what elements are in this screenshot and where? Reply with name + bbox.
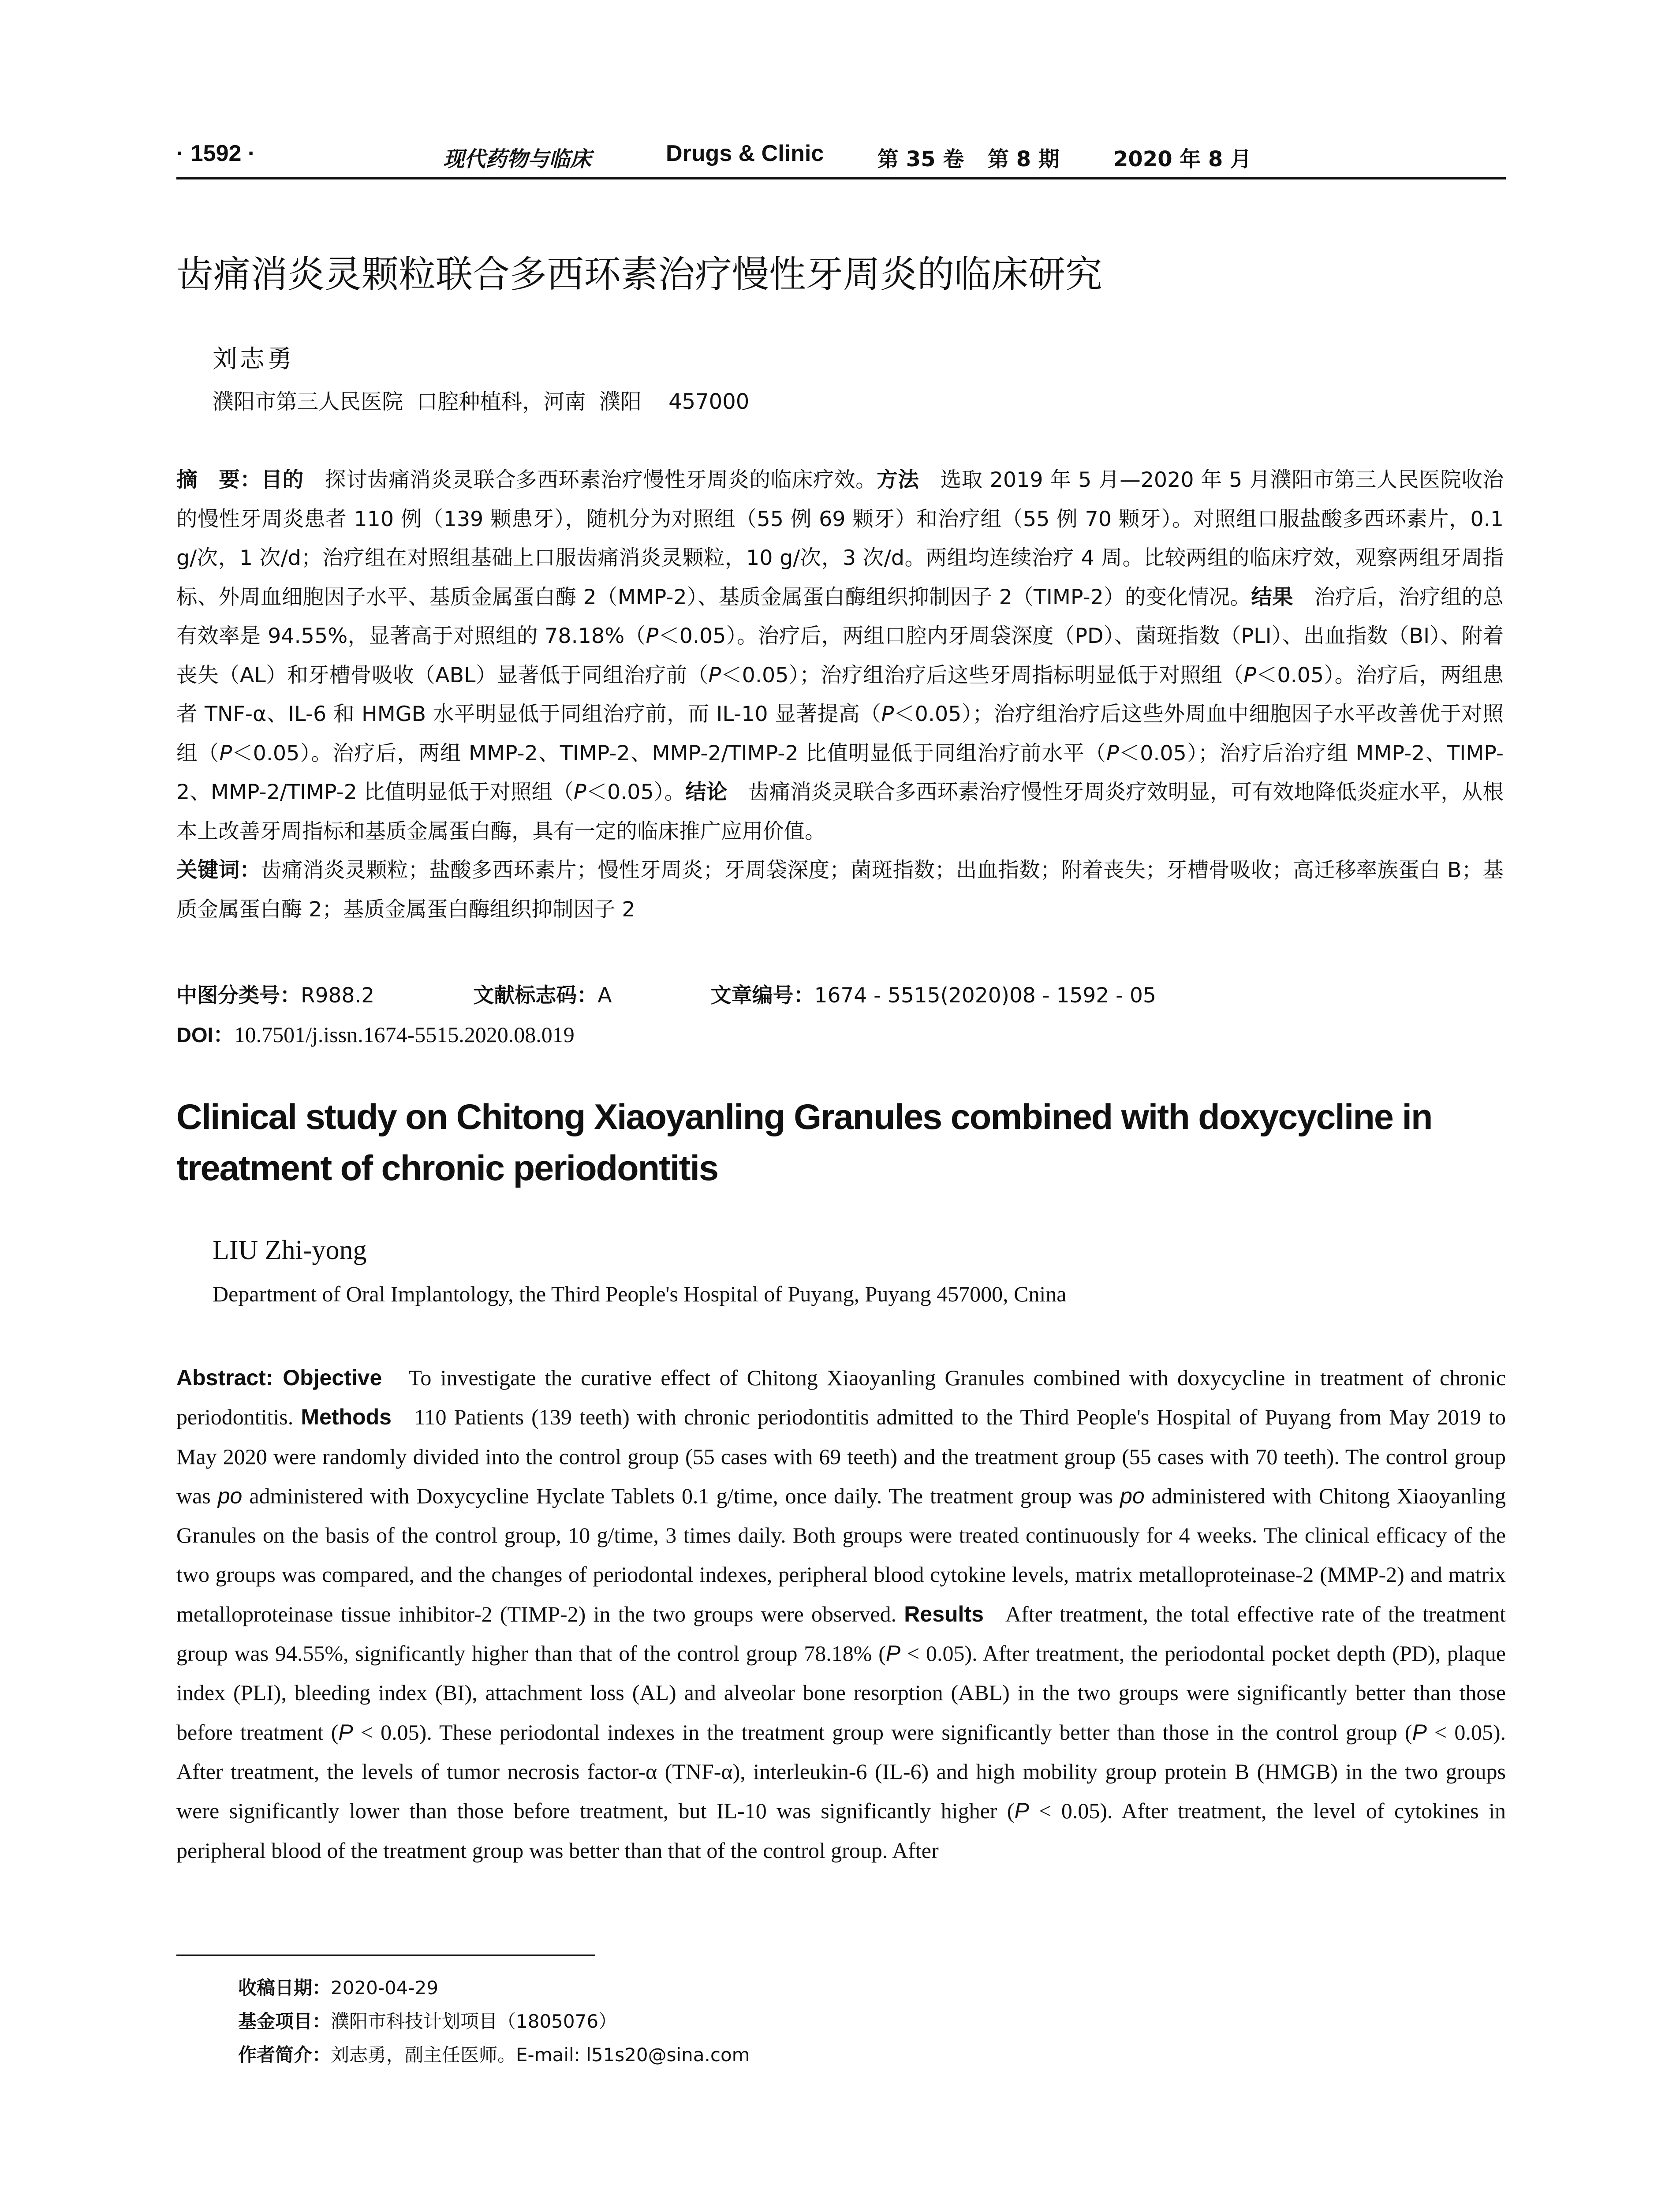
- conclusion-label-cn: 结论: [685, 780, 728, 804]
- affiliation-english: Department of Oral Implantology, the Third People's Hospital of Puyang, Puyang 457000, Cnina: [213, 1282, 1067, 1306]
- abstract-chinese: [176, 461, 1504, 929]
- page-number: · 1592 ·: [176, 141, 256, 166]
- journal-name-en: Drugs & Clinic: [666, 141, 824, 166]
- journal-name-cn: 现代药物与临床: [443, 147, 592, 172]
- issue: 第 8 期: [988, 147, 1060, 172]
- results-text-en: After treatment, the total effective rate of the treatment group was 94.55%, significantly higher than that of the control group 78.18% (: [176, 1601, 1506, 1666]
- results-text-en: < 0.05). After treatment, the periodontal pocket depth (PD), plaque index (PLI), bleeding index (BI), attachment loss (AL) and alveolar bone resorption (ABL) in the two groups were significantly better than those before treatment (: [176, 1641, 1506, 1745]
- doi-line: [176, 1019, 575, 1048]
- abstract-label-cn: 摘 要：: [176, 468, 261, 492]
- results-text-cn: ＜0.05）；治疗后治疗组 MMP-2、TIMP-2、MMP-2/TIMP-2 比值明显低于对照组（: [176, 741, 1504, 804]
- fund-label: 基金项目：: [238, 2011, 331, 2032]
- volume: 第 35 卷: [877, 147, 964, 172]
- title-english-line: treatment of chronic periodontitis: [176, 1148, 718, 1188]
- document-code-label: 文献标志码：: [473, 983, 598, 1008]
- results-label-cn: 结果: [1251, 585, 1293, 609]
- doi-link[interactable]: 10.7501/j.issn.1674-5515.2020.08.019: [234, 1022, 575, 1047]
- methods-label-cn: 方法: [877, 468, 919, 492]
- objective-label-cn: 目的: [261, 468, 304, 492]
- p-symbol: P: [1106, 741, 1119, 766]
- results-text-en: < 0.05). After treatment, the levels of tumor necrosis factor-α (TNF-α), interleukin-6 (IL-6) and high mobility group protein B (HMGB) in the two groups were significantly lower than those before treatment, but IL-10 was significantly higher (: [176, 1719, 1506, 1824]
- classification-line: [176, 979, 1156, 1009]
- footnote-rule: [176, 1955, 595, 1956]
- keywords-text-cn: 齿痛消炎灵颗粒；盐酸多西环素片；慢性牙周炎；牙周袋深度；菌斑指数；出血指数；附着丧失；牙槽骨吸收；高迁移率族蛋白 B；基质金属蛋白酶 2；基质金属蛋白酶组织抑制因子 2: [176, 858, 1504, 922]
- results-text-cn: ＜0.05）。: [586, 780, 686, 804]
- p-symbol: P: [646, 624, 659, 648]
- received-date: [238, 1971, 750, 2005]
- keywords-label-cn: 关键词：: [176, 858, 261, 882]
- po-abbrev: po: [217, 1483, 243, 1508]
- methods-text-cn: 选取 2019 年 5 月—2020 年 5 月濮阳市第三人民医院收治的慢性牙周炎患者 110 例（139 颗患牙），随机分为对照组（55 例 69 颗牙）和治疗组（55 例 70 颗牙）。对照组口服盐酸多西环素片，0.1 g/次，1 次/d；治疗组在对照组基础上口服齿痛消炎灵颗粒，10 g/次，3 次/d。两组均连续治疗 4 周。比较两组的临床疗效，观察两组牙周指标、外周血细胞因子水平、基质金属蛋白酶 2（MMP-2）、基质金属蛋白酶组织抑制因子 2（TIMP-2）的变化情况。: [176, 468, 1504, 609]
- author-chinese: 刘志勇: [213, 345, 295, 374]
- objective-text-en: To investigate the curative effect of Chitong Xiaoyanling Granules combined with doxycycline in treatment of chronic periodontitis.: [176, 1365, 1506, 1430]
- p-symbol: P: [708, 663, 721, 688]
- results-text-cn: ＜0.05）。治疗后，两组口腔内牙周袋深度（PD）、菌斑指数（PLI）、出血指数（BI）、附着丧失（AL）和牙槽骨吸收（ABL）显著低于同组治疗前（: [176, 624, 1504, 688]
- results-text-en: < 0.05). These periodontal indexes in the treatment group were significantly better than those in the control group (: [353, 1719, 1412, 1745]
- issue-date: 2020 年 8 月: [1113, 147, 1252, 172]
- running-header: [176, 140, 1504, 173]
- received-label: 收稿日期：: [238, 1977, 331, 1999]
- clc-value: R988.2: [301, 983, 375, 1008]
- received-value: 2020-04-29: [331, 1977, 439, 1999]
- methods-text-en: administered with Doxycycline Hyclate Tablets 0.1 g/time, once daily. The treatment group was: [249, 1483, 1113, 1508]
- p-symbol: P: [885, 1641, 901, 1666]
- bio-label: 作者简介：: [238, 2044, 331, 2066]
- article-number-value: 1674 - 5515(2020)08 - 1592 - 05: [814, 983, 1156, 1008]
- methods-text-en: 110 Patients (139 teeth) with chronic periodontitis admitted to the Third People's Hospital of Puyang from May 2019 to May 2020 were randomly divided into the control group (55 cases with 69 teeth) and the treatment group (55 cases with 70 teeth). The control group was: [176, 1405, 1506, 1508]
- doi-label: DOI：: [176, 1023, 234, 1046]
- results-text-cn: ＜0.05）；治疗组治疗后这些外周血中细胞因子水平改善优于对照组（: [176, 702, 1504, 766]
- objective-text-cn: 探讨齿痛消炎灵联合多西环素治疗慢性牙周炎的临床疗效。: [325, 468, 877, 492]
- methods-label-en: Methods: [301, 1405, 392, 1430]
- p-symbol: P: [881, 702, 894, 726]
- author-english: LIU Zhi-yong: [213, 1235, 367, 1265]
- results-text-en: < 0.05). After treatment, the level of cytokines in peripheral blood of the treatment group was better than that of the control group. After: [176, 1798, 1506, 1863]
- header-rule: [176, 177, 1506, 179]
- article-number-label: 文章编号：: [710, 983, 814, 1008]
- results-text-cn: ＜0.05）。治疗后，两组 MMP-2、TIMP-2、MMP-2/TIMP-2 比值明显低于同组治疗前水平（: [232, 741, 1106, 766]
- p-symbol: P: [338, 1719, 353, 1745]
- abstract-english: [176, 1358, 1506, 1870]
- results-text-cn: ＜0.05）；治疗组治疗后这些牙周指标明显低于对照组（: [721, 663, 1244, 688]
- abstract-label-en: Abstract: Objective: [176, 1365, 382, 1390]
- conclusion-text-cn: 齿痛消炎灵联合多西环素治疗慢性牙周炎疗效明显，可有效地降低炎症水平，从根本上改善牙周指标和基质金属蛋白酶，具有一定的临床推广应用价值。: [176, 780, 1504, 844]
- footnotes: [238, 1971, 750, 2072]
- title-chinese: 齿痛消炎灵颗粒联合多西环素治疗慢性牙周炎的临床研究: [176, 253, 1103, 296]
- clc-label: 中图分类号：: [176, 983, 301, 1008]
- methods-text-en: administered with Chitong Xiaoyanling Granules on the basis of the control group, 10 g/time, 3 times daily. Both groups were treated continuously for 4 weeks. The clinical efficacy of the two groups was compared, and the changes of periodontal indexes, peripheral blood cytokine levels, matrix metalloproteinase-2 (MMP-2) and matrix metalloproteinase tissue inhibitor-2 (TIMP-2) in the two groups were observed.: [176, 1483, 1506, 1626]
- p-symbol: P: [1412, 1719, 1427, 1745]
- author-bio: [238, 2038, 750, 2072]
- title-english: [176, 1091, 1508, 1194]
- p-symbol: P: [1014, 1798, 1029, 1824]
- results-label-en: Results: [904, 1601, 984, 1626]
- p-symbol: P: [219, 741, 232, 766]
- p-symbol: P: [573, 780, 586, 804]
- results-text-cn: 治疗后，治疗组的总有效率是 94.55%，显著高于对照组的 78.18%（: [176, 585, 1504, 648]
- document-code-value: A: [597, 983, 612, 1008]
- po-abbrev: po: [1120, 1483, 1145, 1508]
- fund-value: 濮阳市科技计划项目（1805076）: [331, 2011, 617, 2032]
- results-text-cn: ＜0.05）。治疗后，两组患者 TNF-α、IL-6 和 HMGB 水平明显低于同组治疗前，而 IL-10 显著提高（: [176, 663, 1504, 726]
- p-symbol: P: [1243, 663, 1256, 688]
- bio-value: 刘志勇，副主任医师。E-mail: l51s20@sina.com: [331, 2044, 750, 2066]
- fund-project: [238, 2005, 750, 2038]
- title-english-line: Clinical study on Chitong Xiaoyanling Granules combined with doxycycline in: [176, 1097, 1432, 1137]
- affiliation-chinese: 濮阳市第三人民医院 口腔种植科，河南 濮阳 457000: [213, 389, 750, 414]
